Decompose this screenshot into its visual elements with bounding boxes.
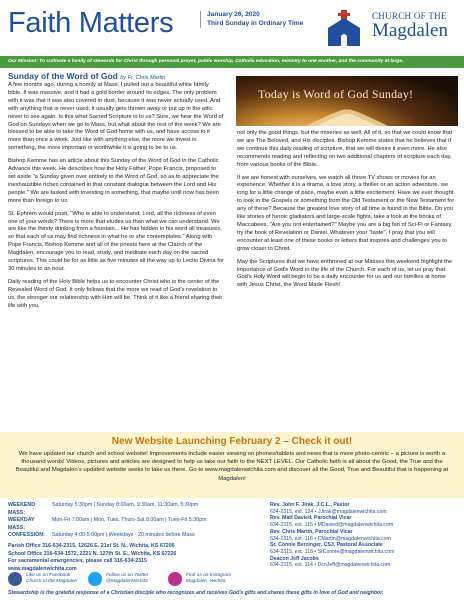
- facebook-link[interactable]: [8, 572, 77, 586]
- instagram-icon: [168, 572, 182, 586]
- staff-name: Rev. Chris Martin, Parochial Vicar: [270, 528, 353, 535]
- instagram-line2: Magdalen_Wichita: [186, 579, 226, 584]
- twitter-icon: [88, 572, 102, 586]
- church-logo[interactable]: [320, 6, 460, 50]
- confession-row: [8, 532, 258, 540]
- twitter-line2: @MagdalenWichita: [106, 579, 148, 584]
- website-announcement: [0, 432, 464, 498]
- logo-church-of-the: CHURCH OF THE: [372, 11, 447, 21]
- twitter-link[interactable]: [88, 572, 148, 586]
- staff-name: Rev. John F. Jirak, J.C.L., Pastor: [270, 502, 350, 508]
- parish-office: Parish Office 316-634-2315, 12626 E. 21st St. N., Wichita, KS 67206: [8, 542, 175, 549]
- website-link[interactable]: www.magdalenwichita.com: [8, 565, 77, 572]
- mission-statement: Our Mission: To cultivate a family of stewards for Christ through personal prayer, public worship, Catholic education, ministry to one another, and the community at large.: [0, 56, 464, 68]
- emergency-note: For sacramental emergencies, please call 316-634-2315: [8, 558, 147, 565]
- newsletter-title: Faith Matters: [8, 7, 174, 39]
- church-icon: [324, 8, 364, 48]
- facebook-icon: [8, 572, 22, 586]
- confession-label: CONFESSION:: [8, 532, 45, 539]
- weekday-mass-times: Mon-Fri 7:00am | Mon, Tues, Thurs-Sat 8:00am | Tues-Fri 5:30pm: [52, 517, 207, 524]
- image-caption: Today is Word of God Sunday!: [258, 87, 414, 101]
- facebook-line2: Church of the Magdalen: [26, 579, 78, 584]
- weekend-mass-label: WEEKEND MASS:: [8, 502, 36, 516]
- staff-contact[interactable]: 634-2315, ext. 114 • DcnJeff@magdalenwichita.com: [270, 562, 391, 569]
- issue-date: January 26, 2020: [207, 11, 260, 18]
- article-left-column: [8, 82, 224, 315]
- school-office: School Office 316-634-1572, 2221 N. 127th St. E., Wichita, KS 67226: [8, 550, 177, 557]
- masthead: [0, 0, 464, 56]
- stewardship-footer: Stewardship is the grateful response of a Christian disciple who recognizes and receives God's gifts and shares these gifts in love of God and neighbor.: [8, 590, 384, 596]
- staff-contact[interactable]: 634-2315, ext. 115 • MDavied@magdalenwichita.com: [270, 522, 394, 529]
- twitter-line1: Follow us on Twitter: [106, 573, 149, 578]
- article-paragraph: Daily reading of the Holy Bible helps us to encounter Christ who is the center of the Revealed Word of God. It only follows that the more we read of God's revelation to us, the stronger our relationship with Him will be. Think of it like a friend sharing their life with you,: [8, 278, 223, 309]
- staff-contact[interactable]: 634-2315, ext. 116 • CMartin@magdalenwichita.com: [270, 535, 391, 542]
- issue-date-block: [200, 11, 303, 28]
- weekday-mass-label: WEEKDAY MASS:: [8, 517, 35, 531]
- instagram-line1: Find us on Instagram: [186, 573, 232, 578]
- article-title: [8, 71, 165, 81]
- weekend-mass-times: Saturday 5:30pm | Sunday 8:00am, 9:30am, 11:30am, 5:30pm: [52, 502, 199, 508]
- bible-image: [236, 76, 458, 126]
- mass-times-block: [8, 502, 258, 573]
- staff-name: Deacon Jeff Jacobs: [270, 555, 319, 562]
- staff-name: Rev. Matt Davied, Parochial Vicar: [270, 515, 352, 522]
- weekday-mass-row: [8, 517, 258, 532]
- article-right-column: [237, 130, 455, 295]
- article-paragraph: not only the good things, but the miseries as well. All of it, so that we could know that we are The Beloved, and His disciples. Bishop Kemme states that he believes that if we continue this daily reading of scripture, that we will desire it even more. He also recommends reading and reflecting on two additional chapters of scripture each day, from various books of the Bible.: [237, 130, 453, 168]
- liturgical-occasion: Third Sunday in Ordinary Time: [207, 19, 304, 27]
- website-announcement-text: We have updated our church and school website! Improvements include easier viewing on phones/tablets and news that is more photo-centric – a picture is worth a thousand words! Videos, pictures and articles are designed to help us take our faith to the NEXT LEVEL. Our Catholic faith is all about the Good, the True and the Beautiful and Magdalen's updated website seeks to take us there. Go to www.magdalenwichita.com and discover all the Good, True and Beautiful that is happening at Magdalen!: [15, 451, 449, 482]
- website-announcement-title: New Website Launching February 2 – Check it out!: [111, 436, 353, 447]
- staff-name: Sr. Connie Berzinger, CSJ, Pastoral Associate: [270, 542, 383, 549]
- instagram-link[interactable]: [168, 572, 231, 586]
- article-paragraph: St. Ephrem would posit, "Who is able to understand, Lord, all the richness of even one of your words? There is more that eludes us than what we can understand. We are like the thirsty drinking from a fountain... He has hidden in his word all treasures, so that each of us may find richness in what he or she contemplates." Along with Pope Francis, Bishop Kemme and all of the priests here at the Church of the Magdalen, encourage you to read, study, and meditate each day on the sacred scriptures. This could be for as little as five minutes all the way up to Lectio Divina for 30 minutes to an hour.: [8, 210, 224, 272]
- article-paragraph: May the Scriptures that we have enthroned at our Masses this weekend highlight the importance of God's Word in the life of the Church. For each of us, let us pray that God's Holy Word will begin to be a daily encounter for us and our families at home with Jesus Christ, the Word Made Flesh!: [237, 258, 453, 289]
- confession-times: Saturday 4:00-5:00pm | Weekdays - 20 minutes before Mass: [52, 532, 195, 539]
- article-paragraph: Bishop Kemme has an article about this Sunday of the Word of God in the Catholic Advance this week. He describes how the Holy Father, Pope Francis, proposed to set aside "a Sunday given over entirely to the Word of God, so as to appreciate the inexhaustible riches contained in that constant dialogue between the Lord and His people." We are tasked with investing in something, that maybe until now has been more than foreign to us.: [8, 158, 219, 204]
- logo-magdalen: Magdalen: [372, 20, 448, 41]
- staff-directory: [270, 502, 460, 569]
- staff-contact[interactable]: 634-2315, ext. 118 • SrConnie@magdalenwichita.com: [270, 548, 395, 555]
- weekend-mass-row: [8, 502, 258, 517]
- article-heading: Sunday of the Word of God: [8, 71, 118, 81]
- facebook-line1: Like us on Facebook: [26, 573, 71, 578]
- article-byline: by Fr. Chris Martin: [120, 75, 166, 81]
- article-paragraph: A few months ago, during a homily at Mass, I pulled out a beautiful white family bible. It was massive, and it had a gold border around its edges. The only problem with it was that it was also covered in dust, because it was never actually used. And with anything that is never used, it usually gets thrown away or put up in the attic never to see again. Is this what Sacred Scripture is to us? Sure, we hear the Word of God on Sundays when we go to Mass, but what about the rest of the week? We are blessed to be able to take the Word of God home with us, and have access to it more than once a week. Just like with anything else, the more we invest in something, the more important or worthwhile it is going to be to us.: [8, 82, 224, 152]
- staff-contact[interactable]: 634-2315, ext. 124 • JJirak@magdalenwichita.com: [270, 508, 387, 515]
- article-paragraph: If we are honest with ourselves, we watch all those TV shows or movies for an experience. Whether it is a drama, a love story, a thriller or an action adventure, we long for a little change of pace, maybe even a little excitement. Have we ever thought to look in the Gospels or something from the Old Testament or the New Testament for any of these? Because the greatest love story of all time is found in the Bible. Do you like stories of heroic gladiators and large-scale fights, take a look at the books of Maccabees. "Are you not entertained?" Maybe you are a big fan of Sci-Fi or Fantasy, try the book of Revelation or Daniel. Whatever your "taste", I pray that you will encounter at least one of these books or letters that inspires and challenges you to grow closer to Christ.: [237, 174, 455, 252]
